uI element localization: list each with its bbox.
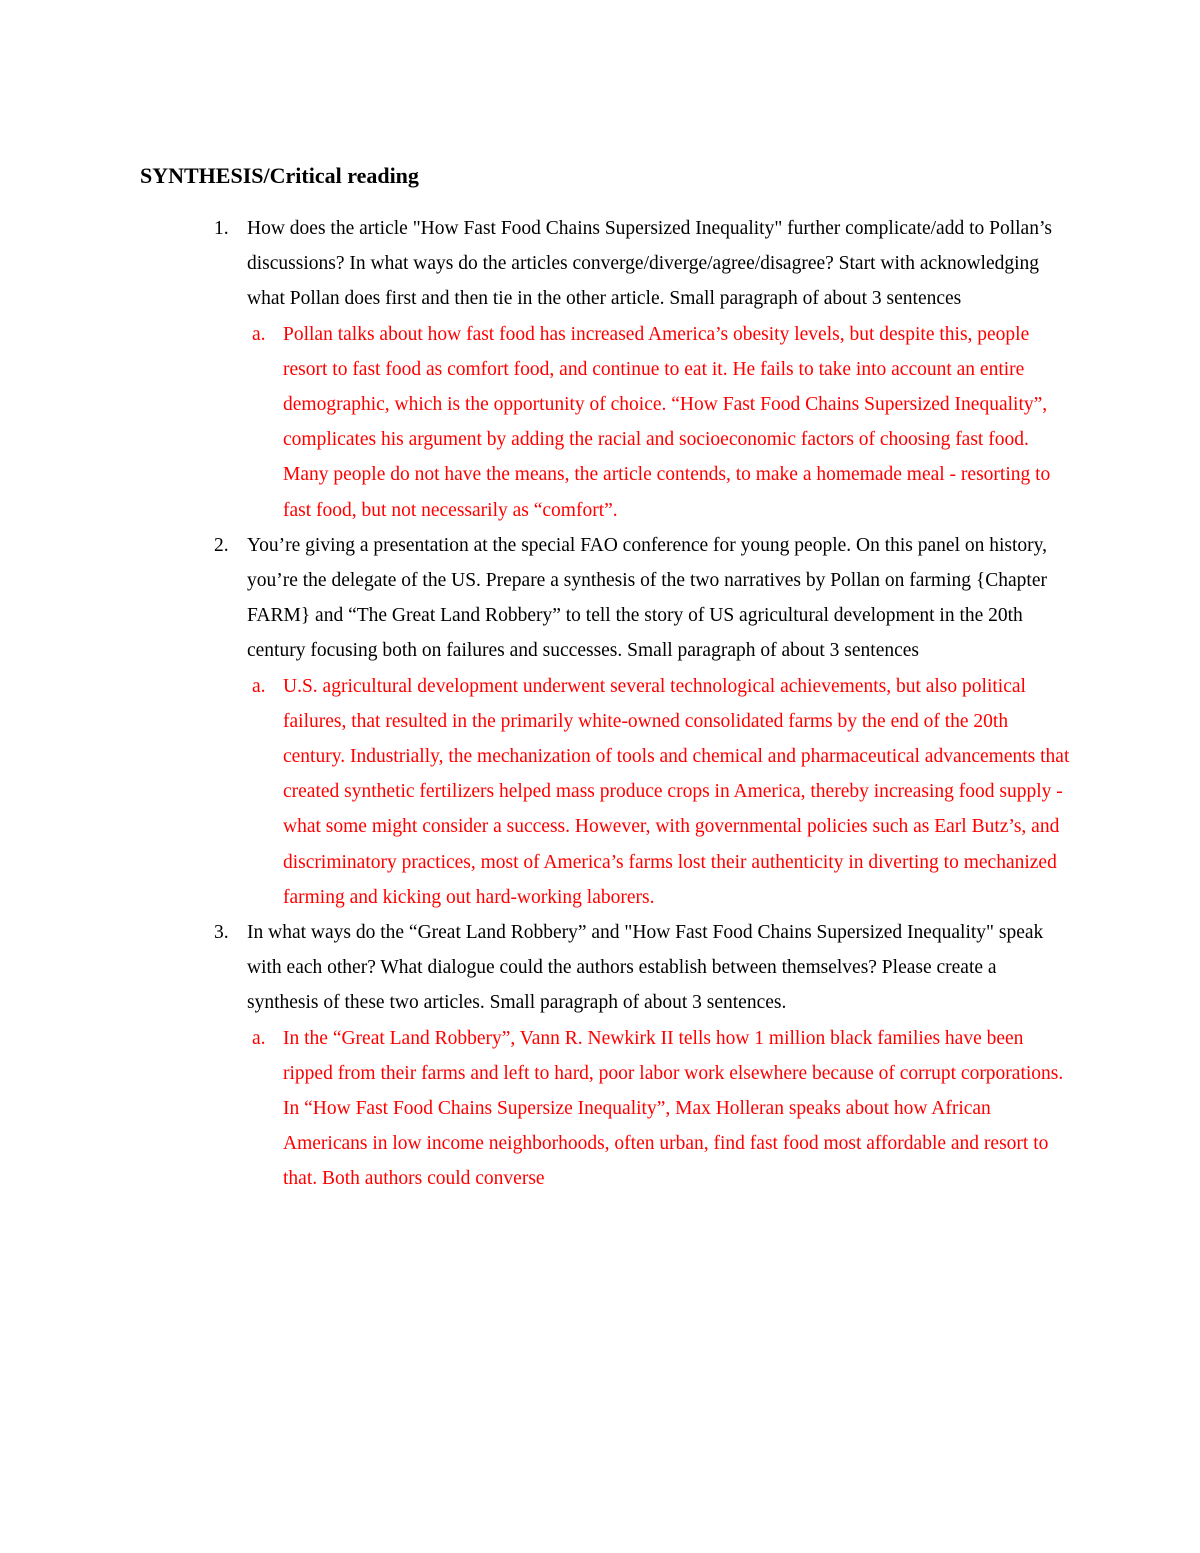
question-3 [140, 915, 1070, 1021]
answer-1-marker: a. [252, 323, 266, 345]
question-3-text: In what ways do the “Great Land Robbery” and "How Fast Food Chains Supersized Inequality" speak with each other? What dialogue could the authors establish between themselves? Please create a synthesis of these two articles. Small paragraph of about 3 sentences. [247, 922, 1044, 1014]
question-list [140, 211, 1070, 1197]
document-heading: SYNTHESIS/Critical reading [140, 163, 419, 188]
question-1 [140, 211, 1070, 317]
question-2 [140, 528, 1070, 669]
answer-3-text: In the “Great Land Robbery”, Vann R. Newkirk II tells how 1 million black families have been ripped from their farms and left to hard, poor labor work elsewhere because of corrupt corporations. In “How Fast Food Chains Supersize Inequality”, Max Holleran speaks about how African Americans in low income neighborhoods, often urban, find fast food most affordable and resort to that. Both authors could converse [283, 1027, 1064, 1190]
answer-2 [140, 669, 1070, 915]
answer-2-marker: a. [252, 675, 266, 697]
question-1-number: 1. [214, 218, 229, 239]
question-2-number: 2. [214, 534, 229, 556]
answer-1 [140, 317, 1070, 528]
question-1-text: How does the article "How Fast Food Chains Supersized Inequality" further complicate/add to Pollan’s discussions? In what ways do the articles converge/diverge/agree/disagree? Start with acknowledging what Pollan does first and then tie in the other article. Small paragraph of about 3 sentences [247, 218, 1052, 310]
answer-3-marker: a. [252, 1027, 266, 1049]
answer-2-text: U.S. agricultural development underwent several technological achievements, but also political failures, that resulted in the primarily white-owned consolidated farms by the end of the 20th century. Industrially, the mechanization of tools and chemical and pharmaceutical advancements that created synthetic fertilizers helped mass produce crops in America, thereby increasing food supply - what some might consider a success. However, with governmental policies such as Earl Butz’s, and discriminatory practices, most of America’s farms lost their authenticity in diverting to mechanized farming and kicking out hard-working laborers. [283, 675, 1070, 908]
answer-3 [140, 1021, 1070, 1197]
question-3-number: 3. [214, 922, 229, 944]
question-2-text: You’re giving a presentation at the special FAO conference for young people. On this panel on history, you’re the delegate of the US. Prepare a synthesis of the two narratives by Pollan on farming {Chapter FARM} and “The Great Land Robbery” to tell the story of US agricultural development in the 20th century focusing both on failures and successes. Small paragraph of about 3 sentences [247, 534, 1048, 662]
answer-1-text: Pollan talks about how fast food has increased America’s obesity levels, but despite this, people resort to fast food as comfort food, and continue to eat it. He fails to take into account an entire demographic, which is the opportunity of choice. “How Fast Food Chains Supersized Inequality”, complicates his argument by adding the racial and socioeconomic factors of choosing fast food. Many people do not have the means, the article contends, to make a homemade meal - resorting to fast food, but not necessarily as “comfort”. [283, 323, 1051, 521]
